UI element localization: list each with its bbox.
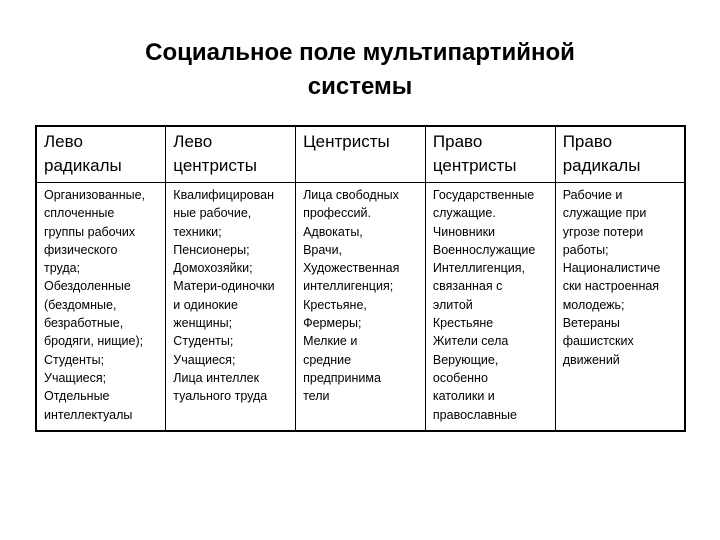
cell-line: элитой [432, 297, 473, 312]
parties-table [35, 125, 686, 432]
slide-title [0, 36, 720, 104]
cell-line: Националистиче [562, 261, 661, 276]
cell-line: молодежь; [562, 297, 625, 312]
cell-line: движений [562, 352, 620, 367]
cell-line: Военнослужащие [432, 242, 536, 257]
header-line: радикалы [562, 156, 641, 175]
table-cell [425, 183, 555, 432]
cell-line: католики и [432, 389, 495, 404]
cell-line: Мелкие и [303, 334, 358, 349]
header-line: радикалы [44, 156, 122, 175]
cell-line: сплоченные [44, 206, 115, 221]
table-cell [555, 183, 685, 432]
column-header [296, 126, 426, 183]
header-line: Право [432, 132, 483, 151]
table-row [36, 183, 685, 432]
cell-line: Чиновники [432, 224, 496, 239]
cell-line: Врачи, [303, 242, 343, 257]
cell-line: Ветераны [562, 316, 620, 331]
cell-line: угрозе потери [562, 224, 644, 239]
cell-line: Интеллигенция, [432, 261, 525, 276]
cell-line: тели [303, 389, 330, 404]
cell-line: Матери-одиночки [173, 279, 275, 294]
cell-line: Рабочие и [562, 188, 623, 202]
cell-line: Учащиеся; [44, 370, 107, 385]
cell-line: труда; [44, 261, 81, 276]
cell-line: бродяги, нищие); [44, 334, 144, 349]
header-line: Право [562, 132, 613, 151]
cell-line: служащие при [562, 206, 647, 221]
cell-line: группы рабочих [44, 224, 136, 239]
cell-line: и одинокие [173, 297, 238, 312]
cell-line: Отдельные [44, 389, 110, 404]
table-cell [296, 183, 426, 432]
cell-line: Квалифицирован [173, 188, 274, 202]
cell-line: Крестьяне [432, 316, 494, 331]
cell-line: безработные, [44, 316, 124, 331]
column-header [166, 126, 296, 183]
cell-line: Студенты; [173, 334, 234, 349]
cell-line: Домохозяйки; [173, 261, 253, 276]
cell-line: Фермеры; [303, 316, 362, 331]
cell-line: Художественная [303, 261, 400, 276]
table-cell [166, 183, 296, 432]
cell-line: предпринима [303, 370, 381, 385]
column-header [36, 126, 166, 183]
cell-line: служащие. [432, 206, 496, 221]
cell-line: православные [432, 407, 517, 422]
cell-line: Организованные, [44, 188, 146, 202]
cell-line: связанная с [432, 279, 503, 294]
cell-line: Учащиеся; [173, 352, 236, 367]
cell-line: ски настроенная [562, 279, 660, 294]
cell-line: (бездомные, [44, 297, 117, 312]
header-line: центристы [432, 156, 517, 175]
table-cell [36, 183, 166, 432]
cell-line: Обездоленные [44, 279, 131, 294]
title-line: Социальное поле мультипартийной [145, 39, 575, 66]
cell-line: фашистских [562, 334, 634, 349]
header-line: центристы [173, 156, 257, 175]
cell-line: особенно [432, 370, 488, 385]
title-line: системы [307, 73, 413, 100]
header-row [36, 126, 685, 183]
cell-line: Верующие, [432, 352, 499, 367]
cell-line: техники; [173, 224, 222, 239]
cell-line: интеллектуалы [44, 407, 133, 422]
cell-line: ные рабочие, [173, 206, 252, 221]
column-header [555, 126, 685, 183]
cell-line: Лица свободных [303, 188, 399, 202]
cell-line: туального труда [173, 389, 268, 404]
cell-line: Лица интеллек [173, 370, 260, 385]
cell-line: Государственные [432, 188, 535, 202]
cell-line: физического [44, 242, 118, 257]
header-line: Центристы [303, 132, 390, 151]
cell-line: средние [303, 352, 352, 367]
column-header [425, 126, 555, 183]
cell-line: работы; [562, 242, 609, 257]
cell-line: Студенты; [44, 352, 105, 367]
cell-line: Пенсионеры; [173, 242, 250, 257]
cell-line: Жители села [432, 334, 509, 349]
cell-line: интеллигенция; [303, 279, 394, 294]
header-line: Лево [173, 132, 213, 151]
cell-line: Крестьяне, [303, 297, 367, 312]
cell-line: Адвокаты, [303, 224, 363, 239]
cell-line: профессий. [303, 206, 371, 221]
cell-line: женщины; [173, 316, 233, 331]
header-line: Лево [44, 132, 83, 151]
